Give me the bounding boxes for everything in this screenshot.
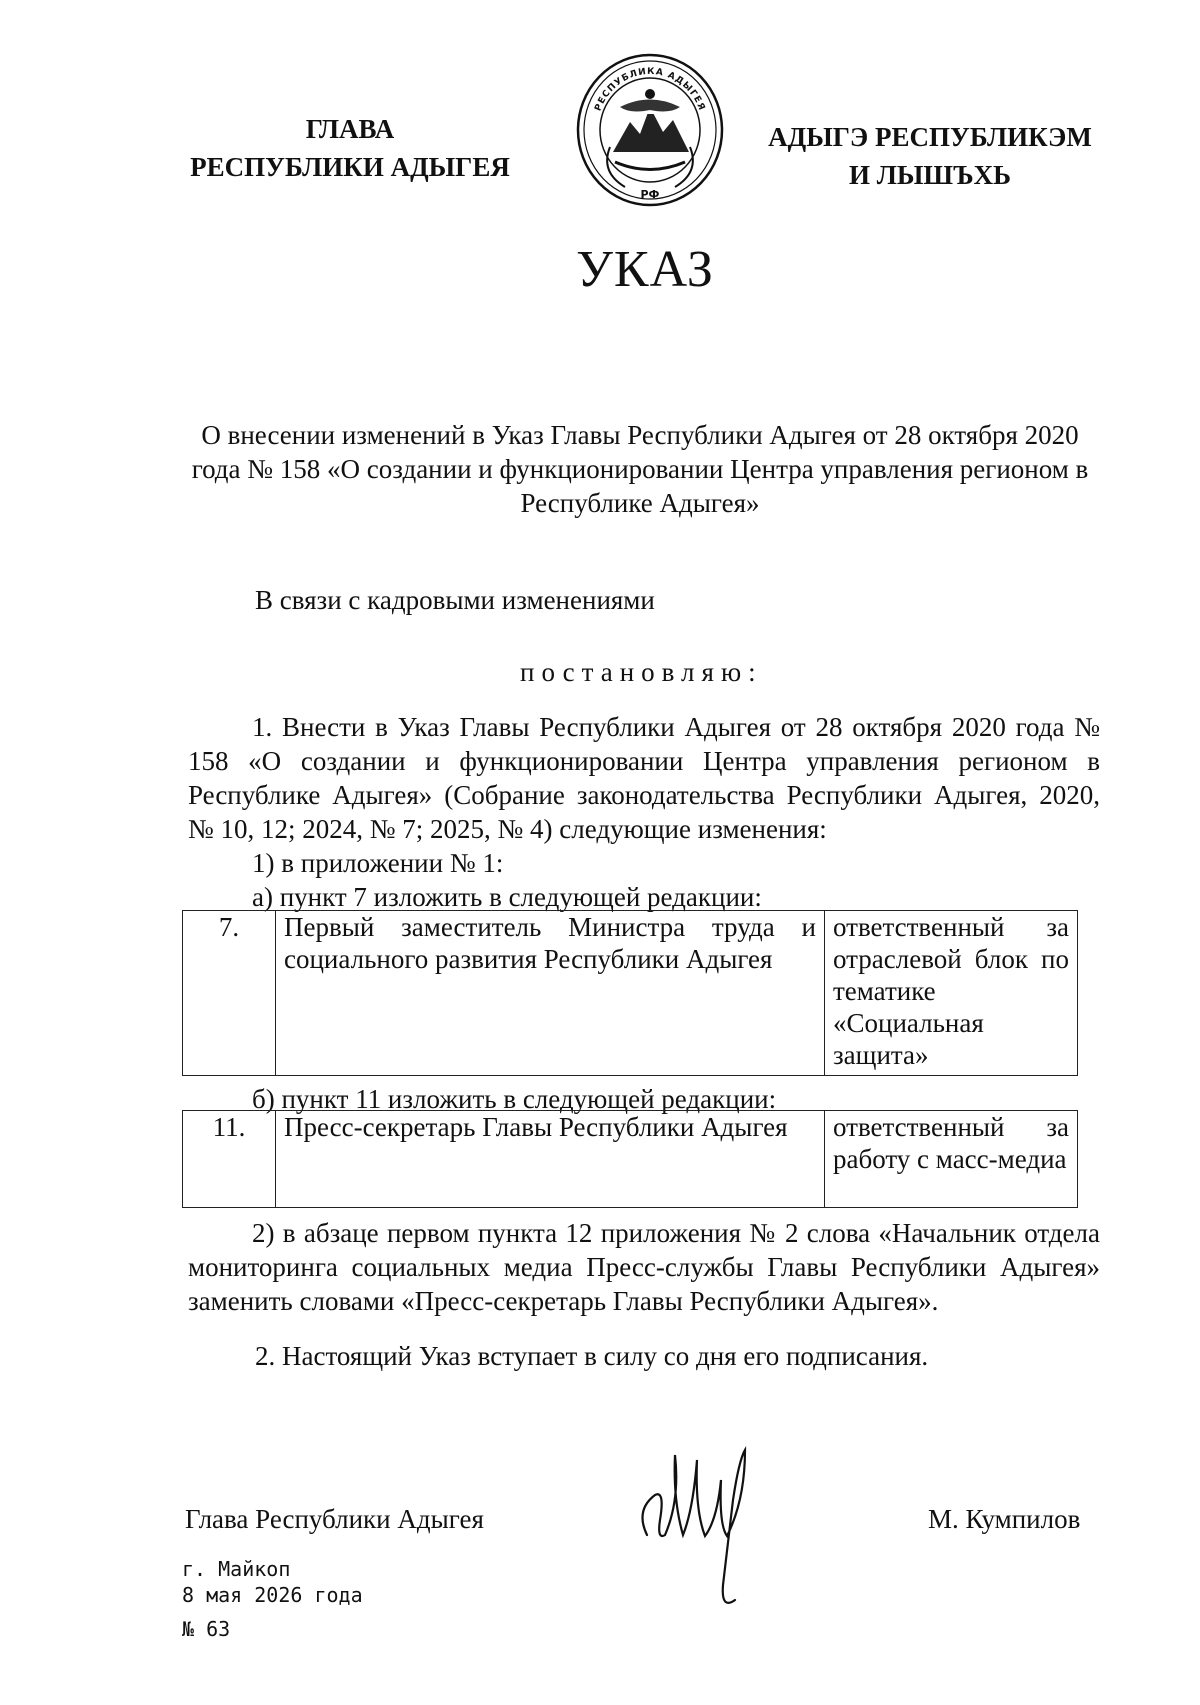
header-right-line2: И ЛЫШЪХЬ (848, 160, 1012, 190)
header-left (170, 110, 530, 186)
signatory-name: М. Кумпилов (928, 1504, 1081, 1534)
subitem-b: б) пункт 11 изложить в следующей редакции: (252, 1084, 777, 1114)
signatory-position: Глава Республики Адыгея (185, 1504, 484, 1534)
header-right-line1: АДЫГЭ РЕСПУБЛИКЭМ (768, 122, 1092, 152)
emblem-top-text: РЕСПУБЛИКА АДЫГЕЯ (593, 66, 707, 113)
header-right (750, 118, 1110, 194)
handwritten-signature (635, 1440, 775, 1612)
decree-number: № 63 (182, 1617, 231, 1641)
header-left-line1: ГЛАВА (305, 114, 395, 144)
emblem-bottom-text: РФ (640, 188, 660, 201)
item-2-text: 2) в абзаце первом пункта 12 приложения № 2 слова «Начальник отдела мониторинга социальных медиа Пресс-службы Главы Республики Адыгея» заменить словами «Пресс-секретарь Главы Республики Адыгея». (188, 1218, 1100, 1316)
subitem-1: 1) в приложении № 1: (252, 848, 504, 878)
table-cell-position: Пресс-секретарь Главы Республики Адыгея (276, 1111, 825, 1208)
coat-of-arms-emblem (575, 52, 725, 208)
table-row (183, 1111, 1078, 1208)
amendment-table-item-11 (182, 1110, 1078, 1208)
table-cell-responsibility: ответственный за работу с масс-медиа (825, 1111, 1078, 1208)
preamble: В связи с кадровыми изменениями (255, 585, 655, 615)
document-type-title: УКАЗ (576, 241, 714, 298)
subitem-a: а) пункт 7 изложить в следующей редакции: (252, 882, 762, 912)
decree-subject: О внесении изменений в Указ Главы Республики Адыгея от 28 октября 2020 года № 158 «О создании и функционировании Центра управления регионом в Республике Адыгея» (191, 420, 1089, 518)
issue-date: 8 мая 2026 года (182, 1583, 363, 1607)
final-clause: 2. Настоящий Указ вступает в силу со дня его подписания. (255, 1341, 929, 1371)
decree-word: постановляю: (520, 657, 763, 687)
table-cell-position: Первый заместитель Министра труда и социального развития Республики Адыгея (276, 911, 825, 1076)
table-cell-number: 11. (183, 1111, 276, 1208)
issue-city: г. Майкоп (182, 1557, 291, 1581)
table-cell-responsibility: ответственный за отраслевой блок по тематике «Социальная защита» (825, 911, 1078, 1076)
item-1-text: 1. Внести в Указ Главы Республики Адыгея от 28 октября 2020 года № 158 «О создании и функционировании Центра управления регионом в Республике Адыгея» (Собрание законодательства Республики Адыгея, 2020, № 10, 12; 2024, № 7; 2025, № 4) следующие изменения: (188, 712, 1100, 844)
table-cell-number: 7. (183, 911, 276, 1076)
header-left-line2: РЕСПУБЛИКИ АДЫГЕЯ (190, 152, 510, 182)
amendment-table-item-7 (182, 910, 1078, 1076)
table-row (183, 911, 1078, 1076)
